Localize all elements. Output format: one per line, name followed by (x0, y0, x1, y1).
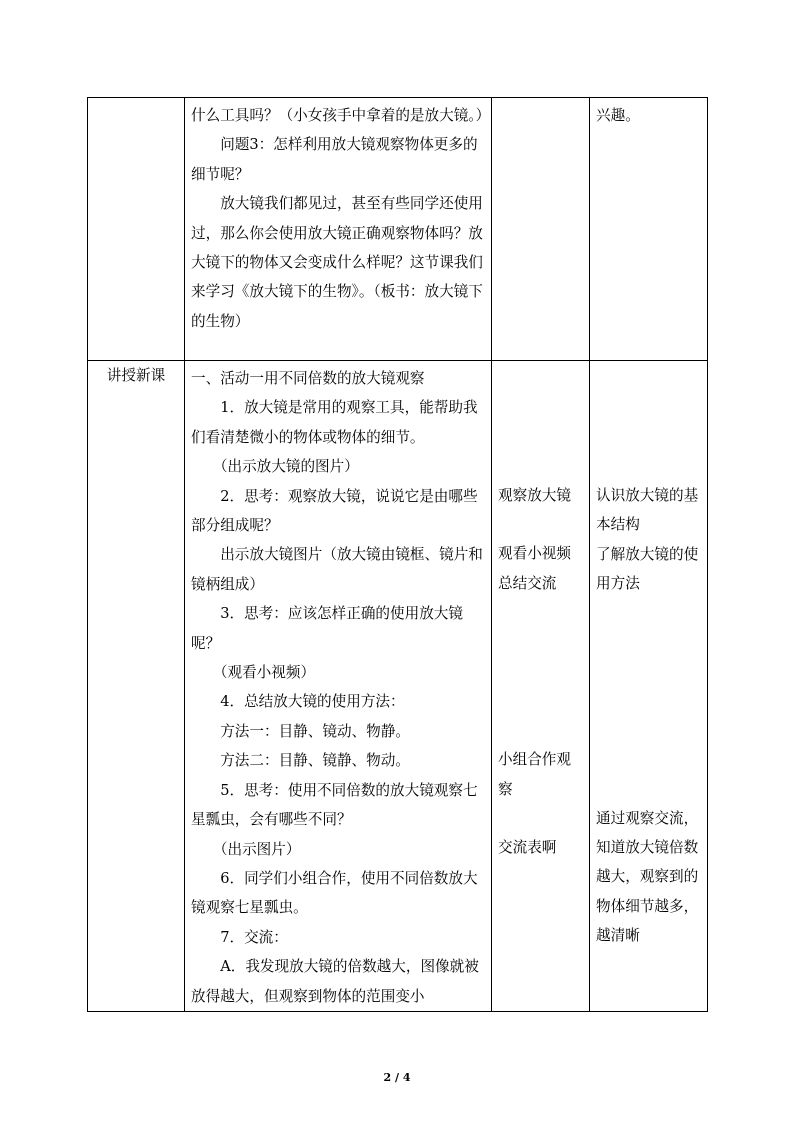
intent-text: 认识放大镜的基本结构 (596, 487, 699, 534)
table-row (88, 98, 708, 361)
content-paragraph: （观看小视频） (212, 664, 316, 682)
intent-cell (590, 361, 708, 1012)
table-row (88, 361, 708, 1012)
intent-text: 了解放大镜的使用方法 (596, 545, 699, 593)
content-paragraph: 4．总结放大镜的使用方法： (220, 693, 405, 711)
content-paragraph: 1．放大镜是常用的观察工具，能帮助我们看清楚微小的物体或物体的细节。 (191, 399, 478, 446)
content-paragraph: 7．交流： (220, 928, 288, 946)
activity-cell (492, 98, 590, 361)
content-paragraph: （出示放大镜的图片） (212, 458, 359, 476)
content-paragraph: （出示图片） (212, 840, 301, 858)
intent-cell (590, 98, 708, 361)
activity-text: 总结交流 (498, 574, 557, 592)
content-paragraph: 一、活动一用不同倍数的放大镜观察 (191, 370, 425, 387)
content-paragraph: 2．思考：观察放大镜，说说它是由哪些部分组成呢？ (191, 487, 478, 535)
lesson-plan-table (87, 97, 708, 1012)
content-paragraph: 6．同学们小组合作，使用不同倍数放大镜观察七星瓢虫。 (191, 869, 478, 917)
content-paragraph: 放大镜我们都见过，甚至有些同学还使用过，那么你会使用放大镜正确观察物体吗？放大镜下的物体又会变成什么样呢？这节课我们来学习《放大镜下的生物》。（板书：放大镜下的生物） (191, 195, 483, 330)
activity-text: 观察放大镜 (498, 487, 571, 504)
content-cell (185, 98, 492, 361)
stage-cell (88, 98, 185, 361)
content-paragraph: 什么工具吗？（小女孩手中拿着的是放大镜。） (191, 107, 491, 124)
activity-text: 小组合作观察 (498, 751, 571, 798)
activity-text: 观看小视频 (498, 545, 571, 563)
content-paragraph: 方法一：目静、镜动、物静。 (220, 722, 410, 740)
activity-cell (492, 361, 590, 1012)
activity-text: 交流表啊 (498, 839, 557, 857)
stage-cell (88, 361, 185, 1012)
content-paragraph: 问题3：怎样利用放大镜观察物体更多的细节呢？ (191, 136, 478, 183)
content-paragraph: 3．思考：应该怎样正确的使用放大镜呢？ (191, 605, 463, 652)
intent-text: 兴趣。 (596, 107, 640, 124)
content-paragraph: 5．思考：使用不同倍数的放大镜观察七星瓢虫，会有哪些不同？ (191, 781, 478, 829)
page-number: 2 / 4 (383, 1071, 411, 1084)
stage-label: 讲授新课 (106, 367, 166, 384)
content-cell (185, 361, 492, 1012)
content-paragraph: 方法二：目静、镜静、物动。 (220, 752, 410, 770)
content-paragraph: A．我发现放大镜的倍数越大，图像就被放得越大，但观察到物体的范围变小 (191, 958, 479, 1005)
intent-text: 通过观察交流，知道放大镜倍数越大，观察到的物体细节越多，越清晰 (596, 809, 699, 945)
content-paragraph: 出示放大镜图片（放大镜由镜框、镜片和镜柄组成） (191, 546, 483, 593)
